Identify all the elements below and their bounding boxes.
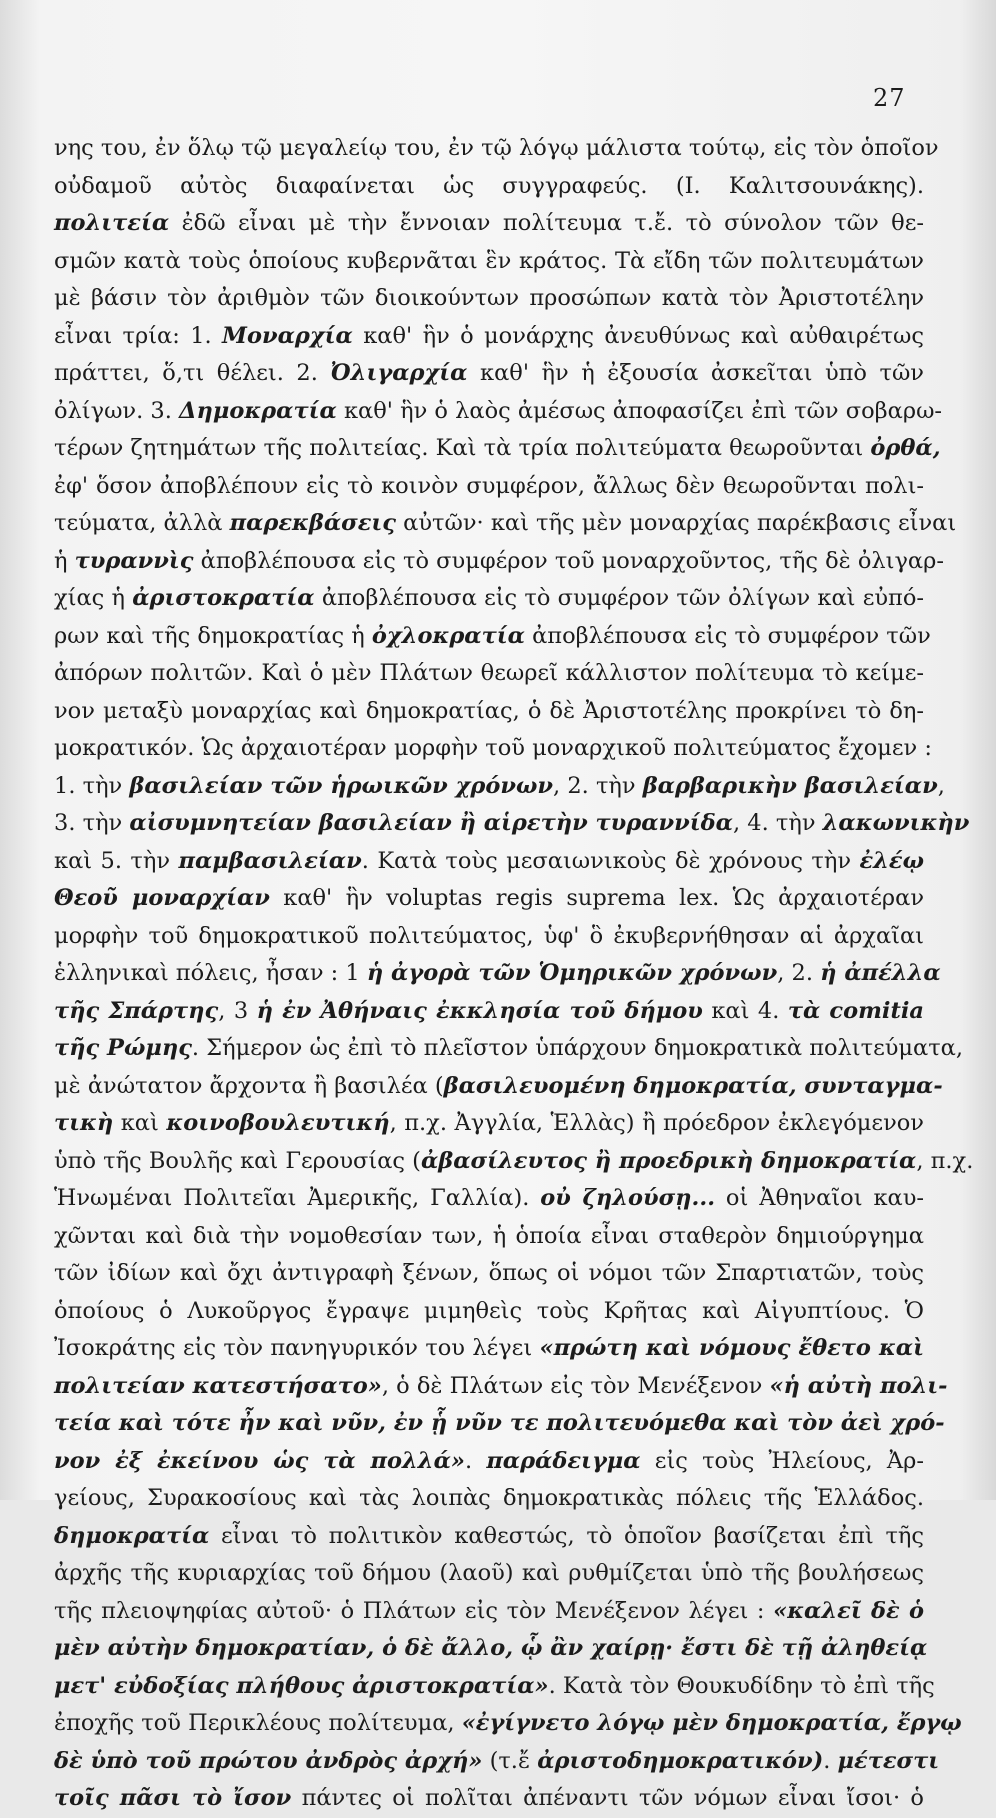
text-line: τῆς Ρώμης. Σήμερον ὡς ἐπὶ τὸ πλεῖστον ὑπάρχουν δημοκρατικὰ πολιτεύματα, — [54, 1035, 964, 1061]
text-line: τεύματα, ἀλλὰ παρεκβάσεις αὐτῶν· καὶ τῆς μὲν μοναρχίας παρέκβασις εἶναι — [54, 510, 957, 536]
text-line: καὶ 5. τὴν παμβασιλείαν. Κατὰ τοὺς μεσαιωνικοὺς δὲ χρόνους τὴν ἐλέῳ — [54, 847, 924, 874]
text-line: μορφὴν τοῦ δημοκρατικοῦ πολιτεύματος, ὑφ' ὃ ἐκυβερνήθησαν αἱ ἀρχαῖαι — [54, 922, 924, 949]
page-number: 27 — [873, 84, 906, 112]
text-line: ἀπόρων πολιτῶν. Καὶ ὁ μὲν Πλάτων θεωρεῖ κάλλιστον πολίτευμα τὸ κείμε- — [54, 660, 924, 686]
text-line: μετ' εὐδοξίας πλήθους ἀριστοκρατία». Κατὰ τὸν Θουκυδίδην τὸ ἐπὶ τῆς — [54, 1672, 935, 1699]
text-line: δὲ ὑπὸ τοῦ πρώτου ἀνδρὸς ἀρχή» (τ.ἔ ἀριστοδημοκρατικόν). μέτεστι — [54, 1747, 940, 1774]
text-line: ὁποίους ὁ Λυκοῦργος ἔγραψε μιμηθεὶς τοὺς Κρῆτας καὶ Αἰγυπτίους. Ὁ — [54, 1297, 924, 1324]
text-line: τικὴ καὶ κοινοβουλευτική, π.χ. Ἀγγλία, Ἑλλὰς) ἢ πρόεδρον ἐκλεγόμενον — [54, 1110, 924, 1136]
text-line: Ἡνωμέναι Πολιτεῖαι Ἀμερικῆς, Γαλλία). οὐ ζηλούσῃ... οἱ Ἀθηναῖοι καυ- — [54, 1185, 924, 1211]
text-line: 1. τὴν βασιλείαν τῶν ἡρωικῶν χρόνων, 2. τὴν βαρβαρικὴν βασιλείαν, — [54, 772, 945, 799]
text-line: τῆς Σπάρτης, 3 ἡ ἐν Ἀθήναις ἐκκλησία τοῦ δήμου καὶ 4. τὰ comitia — [54, 997, 924, 1024]
text-line: μοκρατικόν. Ὡς ἀρχαιοτέραν μορφὴν τοῦ μοναρχικοῦ πολιτεύματος ἔχομεν : — [54, 735, 932, 761]
text-line: μὲ βάσιν τὸν ἀριθμὸν τῶν διοικούντων προσώπων κατὰ τὸν Ἀριστοτέλην — [54, 285, 924, 311]
body-text — [54, 130, 974, 1818]
text-line: 3. τὴν αἰσυμνητείαν βασιλείαν ἢ αἱρετὴν τυραννίδα, 4. τὴν λακωνικὴν — [54, 810, 970, 836]
text-line: τεία καὶ τότε ἦν καὶ νῦν, ἐν ᾗ νῦν τε πολιτευόμεθα καὶ τὸν ἀεὶ χρό- — [54, 1410, 945, 1436]
text-line: ὀλίγων. 3. Δημοκρατία καθ' ἣν ὁ λαὸς ἀμέσως ἀποφασίζει ἐπὶ τῶν σοβαρω- — [54, 397, 943, 424]
text-line: τῆς πλειοψηφίας αὐτοῦ· ὁ Πλάτων εἰς τὸν Μενέξενον λέγει : «καλεῖ δὲ ὁ — [54, 1597, 924, 1624]
text-line: ἡ τυραννὶς ἀποβλέπουσα εἰς τὸ συμφέρον τοῦ μοναρχοῦντος, τῆς δὲ ὀλιγαρ- — [54, 547, 944, 574]
text-line: τέρων ζητημάτων τῆς πολιτείας. Καὶ τὰ τρία πολιτεύματα θεωροῦνται ὀρθά, — [54, 435, 941, 461]
text-line: Θεοῦ μοναρχίαν καθ' ἣν voluptas regis suprema lex. Ὡς ἀρχαιοτέραν — [54, 885, 924, 911]
text-line: ἐφ' ὅσον ἀποβλέπουν εἰς τὸ κοινὸν συμφέρον, ἄλλως δὲν θεωροῦνται πολι- — [54, 472, 924, 499]
text-line: ὑπὸ τῆς Βουλῆς καὶ Γερουσίας (ἀβασίλευτος ἢ προεδρικὴ δημοκρατία, π.χ. — [54, 1147, 974, 1174]
text-line: χῶνται καὶ διὰ τὴν νομοθεσίαν των, ἡ ὁποία εἶναι σταθερὸν δημιούργημα — [54, 1222, 924, 1249]
text-line: τοῖς πᾶσι τὸ ἴσον πάντες οἱ πολῖται ἀπέναντι τῶν νόμων εἶναι ἴσοι· ὁ — [54, 1785, 924, 1811]
text-line: νον ἐξ ἐκείνου ὡς τὰ πολλά». παράδειγμα εἰς τοὺς Ἠλείους, Ἀρ- — [54, 1447, 924, 1474]
text-line: πράττει, ὅ,τι θέλει. 2. Ὀλιγαρχία καθ' ἣν ἡ ἐξουσία ἀσκεῖται ὑπὸ τῶν — [54, 360, 924, 386]
text-line: σμῶν κατὰ τοὺς ὁποίους κυβερνᾶται ἓν κράτος. Τὰ εἴδη τῶν πολιτευμάτων — [54, 247, 924, 274]
text-line: ἐποχῆς τοῦ Περικλέους πολίτευμα, «ἐγίγνετο λόγῳ μὲν δημοκρατία, ἔργῳ — [54, 1710, 962, 1736]
text-line: οὐδαμοῦ αὐτὸς διαφαίνεται ὡς συγγραφεύς. (Ι. Καλιτσουνάκης). — [54, 172, 924, 199]
text-line: τῶν ἰδίων καὶ ὄχι ἀντιγραφὴ ξένων, ὅπως οἱ νόμοι τῶν Σπαρτιατῶν, τοὺς — [54, 1260, 924, 1286]
text-line: νης του, ἐν ὅλῳ τῷ μεγαλείῳ του, ἐν τῷ λόγῳ μάλιστα τούτῳ, εἰς τὸν ὁποῖον — [54, 135, 939, 161]
text-line: μὲν αὐτὴν δημοκρατίαν, ὁ δὲ ἄλλο, ᾧ ἂν χαίρῃ· ἔστι δὲ τῇ ἀληθείᾳ — [54, 1635, 928, 1661]
text-line: ρων καὶ τῆς δημοκρατίας ἡ ὀχλοκρατία ἀποβλέπουσα εἰς τὸ συμφέρον τῶν — [54, 622, 931, 649]
text-line: πολιτεία ἐδῶ εἶναι μὲ τὴν ἔννοιαν πολίτευμα τ.ἔ. τὸ σύνολον τῶν θε- — [54, 210, 924, 236]
text-line: νον μεταξὺ μοναρχίας καὶ δημοκρατίας, ὁ δὲ Ἀριστοτέλης προκρίνει τὸ δη- — [54, 697, 924, 724]
text-line: εἶναι τρία: 1. Μοναρχία καθ' ἣν ὁ μονάρχης ἀνευθύνως καὶ αὐθαιρέτως — [54, 322, 925, 349]
text-line: ἀρχῆς τῆς κυριαρχίας τοῦ δήμου (λαοῦ) καὶ ρυθμίζεται ὑπὸ τῆς βουλήσεως — [54, 1560, 924, 1586]
text-line: δημοκρατία εἶναι τὸ πολιτικὸν καθεστώς, τὸ ὁποῖον βασίζεται ἐπὶ τῆς — [54, 1522, 924, 1549]
text-line: χίας ἡ ἀριστοκρατία ἀποβλέπουσα εἰς τὸ συμφέρον τῶν ὀλίγων καὶ εὐπό- — [54, 585, 924, 611]
text-line: Ἰσοκράτης εἰς τὸν πανηγυρικόν του λέγει «πρώτη καὶ νόμους ἔθετο καὶ — [54, 1335, 925, 1361]
text-line: πολιτείαν κατεστήσατο», ὁ δὲ Πλάτων εἰς τὸν Μενέξενον «ἡ αὐτὴ πολι- — [54, 1372, 948, 1399]
text-line: μὲ ἀνώτατον ἄρχοντα ἢ βασιλέα (βασιλευομένη δημοκρατία, συνταγμα- — [54, 1072, 943, 1099]
text-line: γείους, Συρακοσίους καὶ τὰς λοιπὰς δημοκρατικὰς πόλεις τῆς Ἑλλάδος. — [54, 1485, 924, 1511]
text-line: ἑλληνικαὶ πόλεις, ἦσαν : 1 ἡ ἀγορὰ τῶν Ὁμηρικῶν χρόνων, 2. ἡ ἀπέλλα — [54, 960, 941, 986]
